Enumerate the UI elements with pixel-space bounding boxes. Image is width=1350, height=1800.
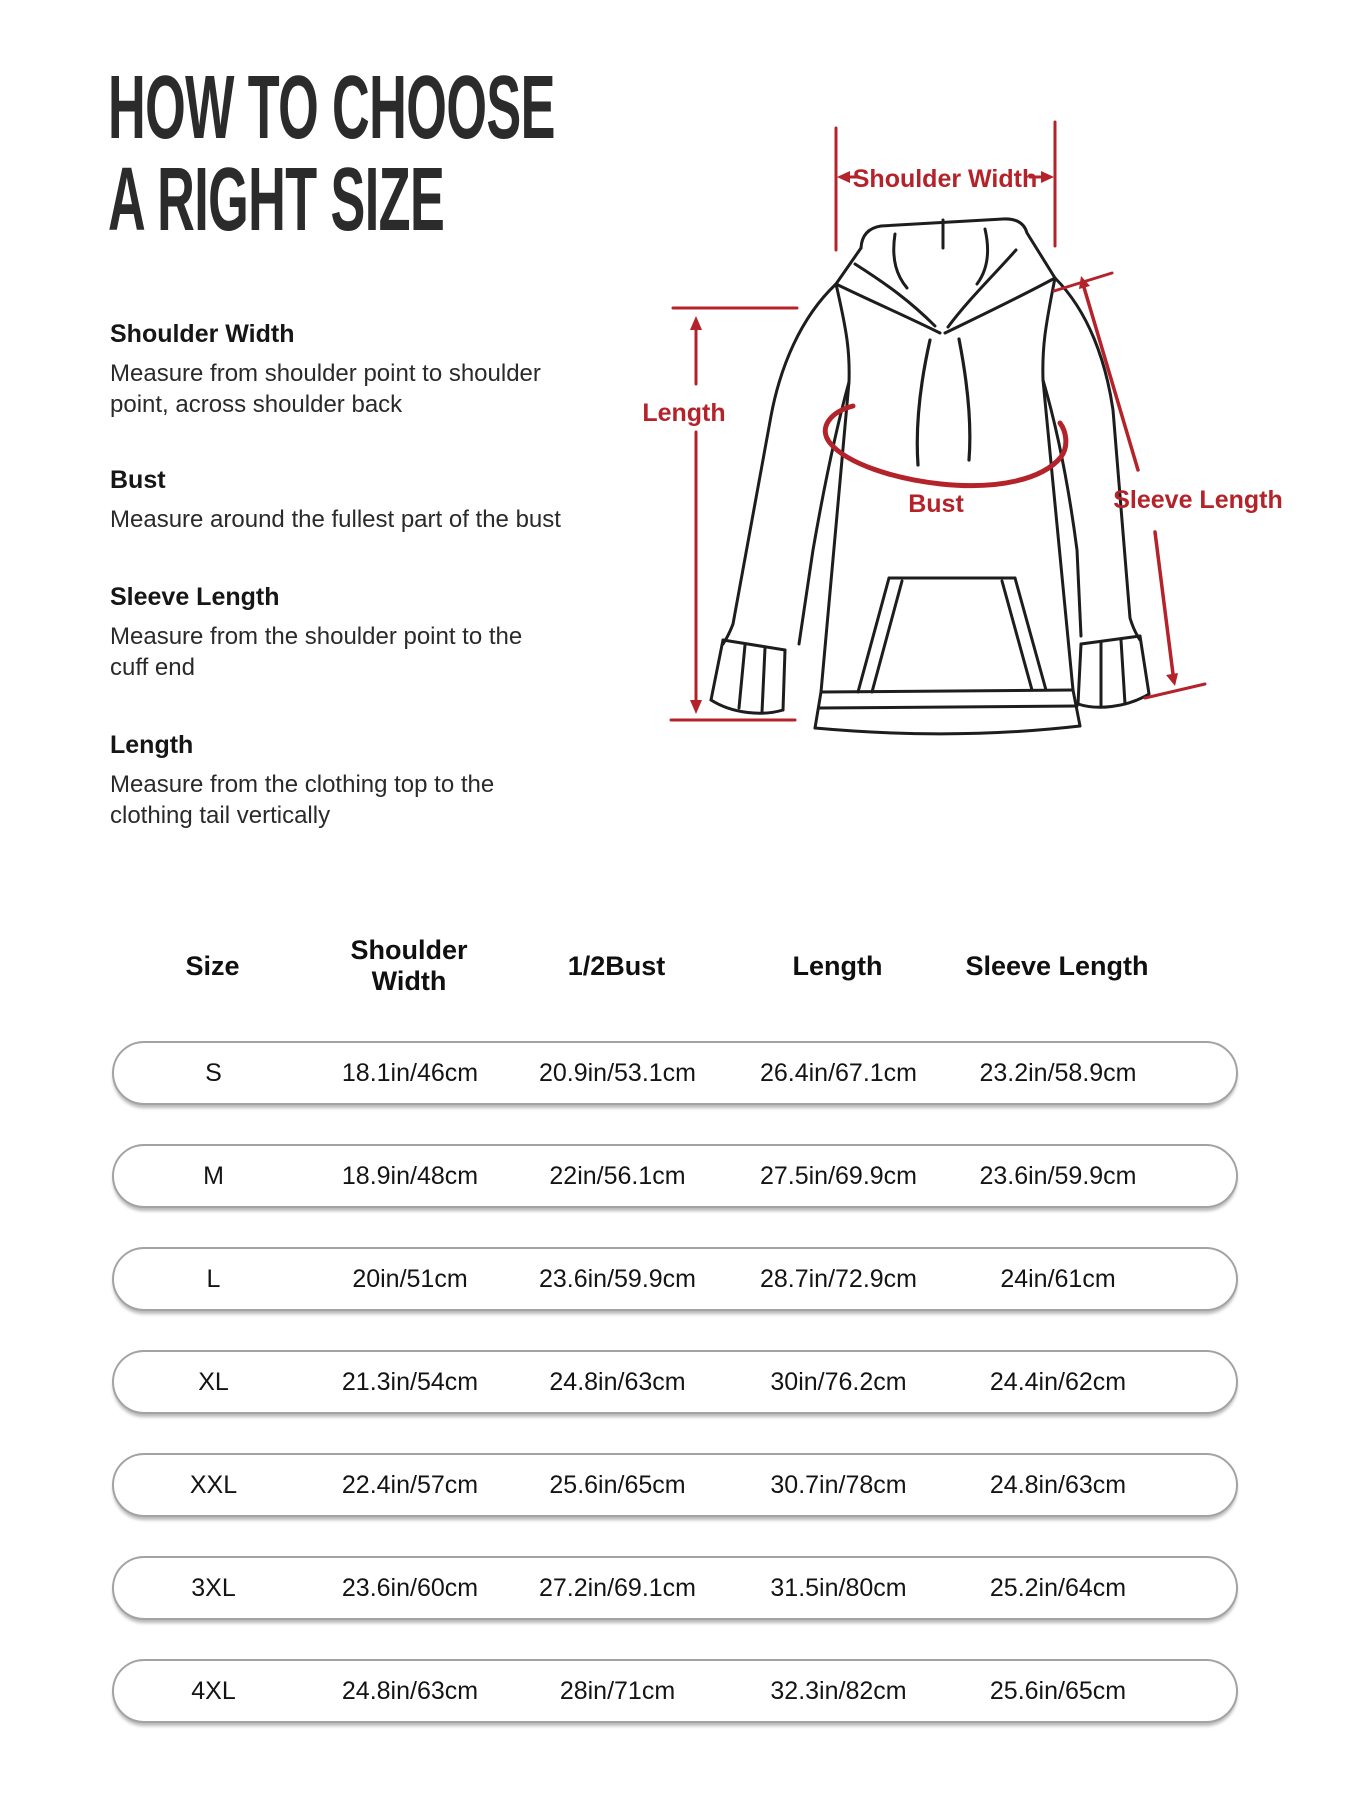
shoulder-width-value: 18.1in/46cm: [341, 1058, 479, 1087]
pocket: [858, 578, 1046, 692]
sleeve-length-value: 25.2in/64cm: [989, 1573, 1127, 1602]
size-table-header: [113, 935, 1235, 996]
length-value: 27.5in/69.9cm: [759, 1161, 918, 1190]
instruction-text: Measure from the clothing top to the: [110, 771, 495, 798]
table-row-l: [112, 1247, 1238, 1311]
sleeve-length-value: 25.6in/65cm: [989, 1676, 1127, 1705]
page-title-line-2: A RIGHT SIZE: [108, 150, 445, 250]
sleeve-length-value: 24.8in/63cm: [989, 1470, 1127, 1499]
instruction-text: cuff end: [110, 654, 195, 681]
shoulder-width-value: 23.6in/60cm: [341, 1573, 479, 1602]
half-bust-value: 28in/71cm: [559, 1676, 676, 1705]
column-header-half-bust: 1/2Bust: [567, 950, 666, 981]
size-value: XXL: [189, 1470, 238, 1499]
instruction-heading: Length: [110, 731, 194, 759]
shoulder-width-label: Shoulder Width: [852, 165, 1038, 193]
instruction-text: Measure from the shoulder point to the: [110, 623, 523, 650]
table-row-4xl: [112, 1659, 1238, 1723]
shoulder-width-value: 18.9in/48cm: [341, 1161, 479, 1190]
instruction-heading: Bust: [110, 466, 166, 494]
instruction-bust: [110, 466, 610, 535]
arrow-up-icon: [690, 316, 702, 330]
size-value: 4XL: [191, 1676, 236, 1705]
instruction-text: point, across shoulder back: [110, 391, 403, 418]
table-row-3xl: [112, 1556, 1238, 1620]
hoodie-measurement-diagram: [553, 80, 1283, 820]
length-value: 28.7in/72.9cm: [759, 1264, 918, 1293]
shoulder-width-value: 22.4in/57cm: [341, 1470, 479, 1499]
sleeve-length-label: Sleeve Length: [1113, 486, 1283, 514]
sleeve-length-value: 23.6in/59.9cm: [979, 1161, 1137, 1190]
column-header-sleeve-length: Sleeve Length: [965, 950, 1149, 981]
instruction-heading: Shoulder Width: [110, 320, 295, 348]
sleeve-length-value: 24in/61cm: [1000, 1264, 1116, 1293]
length-value: 31.5in/80cm: [770, 1573, 907, 1602]
arrow-down-icon: [690, 700, 702, 714]
size-value: 3XL: [191, 1573, 236, 1602]
half-bust-value: 22in/56.1cm: [549, 1161, 686, 1190]
arrow-right-icon: [1041, 171, 1054, 183]
arrow-left-icon: [837, 171, 850, 183]
instruction-length: [110, 731, 610, 831]
shoulder-width-value: 24.8in/63cm: [341, 1676, 479, 1705]
instruction-text: Measure from shoulder point to shoulder: [110, 360, 541, 387]
hoodie-outline: [711, 219, 1149, 734]
table-row-xxl: [112, 1453, 1238, 1517]
bust-label: Bust: [908, 490, 964, 518]
half-bust-value: 20.9in/53.1cm: [538, 1058, 697, 1087]
shoulder-width-value: 20in/51cm: [352, 1264, 468, 1293]
column-header-length: Length: [792, 950, 883, 981]
table-row-m: [112, 1144, 1238, 1208]
half-bust-value: 24.8in/63cm: [549, 1367, 686, 1396]
arrow-up-left-icon: [1079, 276, 1090, 289]
size-value: L: [206, 1264, 221, 1293]
arrow-down-right-icon: [1166, 673, 1178, 686]
length-value: 30in/76.2cm: [770, 1367, 907, 1396]
length-label: Length: [642, 399, 726, 427]
drawstrings: [917, 339, 970, 465]
length-value: 32.3in/82cm: [770, 1676, 907, 1705]
page-title-line-1: HOW TO CHOOSE: [108, 58, 555, 158]
table-row-s: [112, 1041, 1238, 1105]
size-value: M: [203, 1161, 224, 1190]
column-header-size: Size: [185, 950, 240, 981]
instruction-text: clothing tail vertically: [110, 802, 331, 829]
instruction-shoulder-width: [110, 320, 610, 420]
measurement-annotations: [671, 122, 1205, 720]
sleeve-length-value: 24.4in/62cm: [989, 1367, 1127, 1396]
length-value: 30.7in/78cm: [770, 1470, 907, 1499]
bust-curve: [825, 406, 1066, 486]
half-bust-value: 25.6in/65cm: [549, 1470, 686, 1499]
shoulder-width-value: 21.3in/54cm: [341, 1367, 479, 1396]
half-bust-value: 23.6in/59.9cm: [538, 1264, 697, 1293]
half-bust-value: 27.2in/69.1cm: [538, 1573, 697, 1602]
size-value: S: [205, 1058, 222, 1087]
instruction-heading: Sleeve Length: [110, 583, 280, 611]
length-value: 26.4in/67.1cm: [759, 1058, 918, 1087]
instruction-sleeve-length: [110, 583, 610, 683]
size-value: XL: [198, 1367, 229, 1396]
instruction-text: Measure around the fullest part of the bust: [110, 506, 561, 533]
column-header-shoulder-width: Shoulder Width: [350, 935, 468, 996]
sleeve-length-value: 23.2in/58.9cm: [979, 1058, 1137, 1087]
table-row-xl: [112, 1350, 1238, 1414]
